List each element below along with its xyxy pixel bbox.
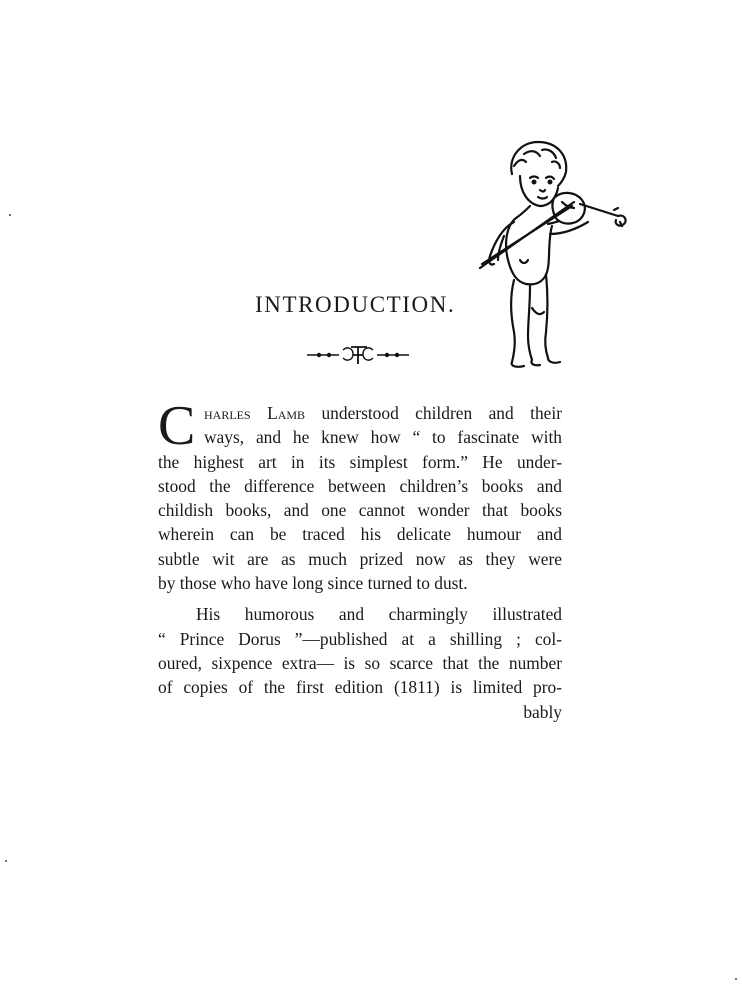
text-line: wherein can be traced his delicate humour and (158, 524, 562, 545)
paper-speck (5, 860, 7, 862)
text-line: His humorous and charmingly illustrated (196, 604, 562, 625)
text-line: of copies of the first edition (1811) is limited pro- (158, 677, 562, 698)
body-text (158, 395, 562, 724)
paragraph-1 (158, 395, 562, 595)
monogram-ornament-icon (305, 344, 411, 366)
text-line: stood the difference between children’s books and (158, 475, 562, 496)
paper-speck (9, 214, 11, 216)
cherub-violin-illustration (468, 136, 628, 372)
drop-cap: C (158, 395, 196, 457)
text-line: childish books, and one cannot wonder that books (158, 500, 562, 521)
page-title: INTRODUCTION. (255, 292, 456, 317)
text-line: by those who have long since turned to dust. (158, 573, 468, 594)
text-line: oured, sixpence extra— is so scarce that the number (158, 652, 562, 673)
text-line: harles Lamb understood children and their (204, 403, 562, 423)
paragraph-2 (158, 602, 562, 723)
catchword: bably (523, 701, 562, 722)
text-line: ways, and he knew how “ to fascinate with (204, 427, 562, 448)
text-line: “ Prince Dorus ”—published at a shilling ; col- (158, 628, 562, 649)
text-line: the highest art in its simplest form.” He under- (158, 451, 562, 472)
paper-speck (735, 978, 737, 980)
text-line: subtle wit are as much prized now as they were (158, 548, 562, 569)
